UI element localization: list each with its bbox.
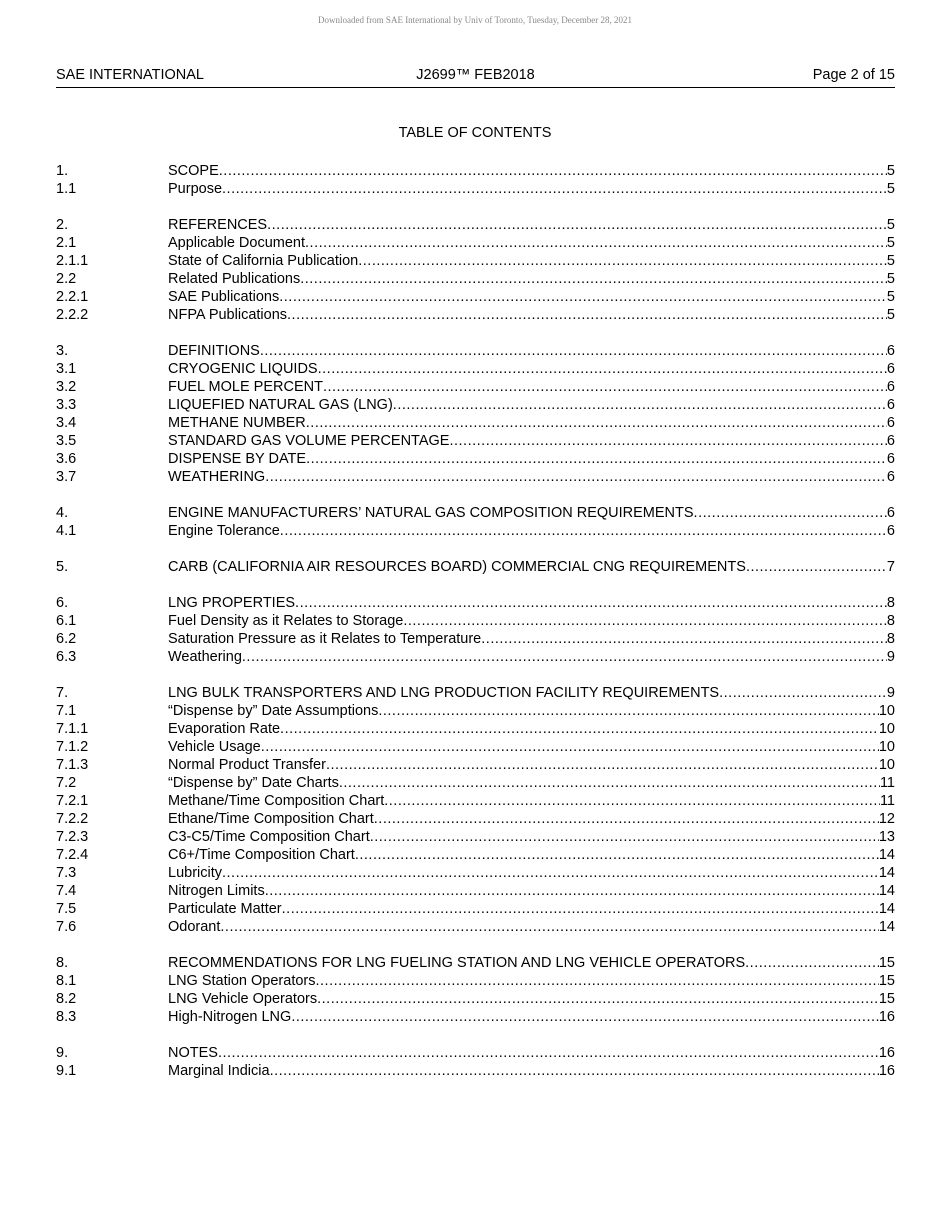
toc-entry-line (168, 234, 895, 252)
toc-page-number: 10 (878, 703, 895, 719)
toc-section-title: C3-C5/Time Composition Chart (168, 829, 370, 845)
toc-entry-line (168, 450, 895, 468)
toc-entry-line (168, 594, 895, 612)
toc-entry-line (168, 990, 895, 1008)
toc-section-title: Purpose (168, 181, 223, 197)
toc-section-number: 6.2 (56, 631, 77, 647)
toc-section-number: 7.2.3 (56, 829, 89, 845)
toc-entry-line (168, 432, 895, 450)
toc-section-title: Applicable Document (168, 235, 306, 251)
toc-page-number: 6 (886, 415, 895, 431)
toc-entry[interactable] (56, 162, 895, 180)
toc-page-number: 6 (886, 469, 895, 485)
toc-dot-leader (306, 414, 887, 432)
toc-page-number: 5 (886, 235, 895, 251)
toc-dot-leader (279, 288, 887, 306)
toc-entry-line (168, 162, 895, 180)
toc-entry-line (168, 522, 895, 540)
toc-section-number: 2.2.2 (56, 307, 89, 323)
toc-section-title: “Dispense by” Date Assumptions (168, 703, 379, 719)
toc-section-title: Evaporation Rate (168, 721, 281, 737)
toc-group-spacer (56, 324, 895, 342)
toc-page-number: 6 (886, 397, 895, 413)
toc-entry-line (168, 882, 895, 900)
toc-section-number: 3.3 (56, 397, 77, 413)
toc-section-title: State of California Publication (168, 253, 359, 269)
toc-entry[interactable] (56, 360, 895, 378)
toc-section-title: RECOMMENDATIONS FOR LNG FUELING STATION AND LNG VEHICLE OPERATORS (168, 955, 746, 971)
toc-section-number: 5. (56, 559, 69, 575)
toc-dot-leader (384, 792, 880, 810)
toc-entry-line (168, 288, 895, 306)
toc-section-title: Particulate Matter (168, 901, 282, 917)
toc-entry[interactable] (56, 558, 895, 576)
toc-section-number: 7.5 (56, 901, 77, 917)
toc-dot-leader (403, 612, 887, 630)
toc-section-title: REFERENCES (168, 217, 268, 233)
toc-section-number: 6.3 (56, 649, 77, 665)
toc-dot-leader (220, 918, 878, 936)
toc-entry-line (168, 414, 895, 432)
toc-section-number: 7.2 (56, 775, 77, 791)
toc-section-title: High-Nitrogen LNG (168, 1009, 292, 1025)
toc-section-title: Fuel Density as it Relates to Storage (168, 613, 404, 629)
toc-entry-line (168, 792, 895, 810)
toc-section-title: DEFINITIONS (168, 343, 260, 359)
toc-section-title: LNG PROPERTIES (168, 595, 296, 611)
toc-entry-line (168, 252, 895, 270)
toc-entry[interactable] (56, 792, 895, 810)
toc-section-title: LNG Station Operators (168, 973, 316, 989)
toc-section-title: LIQUEFIED NATURAL GAS (LNG) (168, 397, 393, 413)
toc-dot-leader (374, 810, 879, 828)
toc-dot-leader (378, 702, 879, 720)
toc-dot-leader (265, 882, 879, 900)
toc-entry-line (168, 378, 895, 396)
toc-section-title: SCOPE (168, 163, 219, 179)
toc-group-spacer (56, 936, 895, 954)
toc-entry-line (168, 846, 895, 864)
toc-entry-line (168, 216, 895, 234)
toc-group-spacer (56, 198, 895, 216)
toc-group-spacer (56, 576, 895, 594)
toc-section-title: Nitrogen Limits (168, 883, 265, 899)
toc-page-number: 14 (878, 847, 895, 863)
toc-page-number: 7 (886, 559, 895, 575)
toc-dot-leader (317, 990, 879, 1008)
toc-dot-leader (280, 720, 879, 738)
toc-entry-line (168, 504, 895, 522)
toc-group-spacer (56, 1026, 895, 1044)
toc-page-number: 6 (886, 505, 895, 521)
toc-page-number: 10 (878, 739, 895, 755)
toc-entry-line (168, 810, 895, 828)
toc-entry[interactable] (56, 216, 895, 234)
toc-entry-line (168, 306, 895, 324)
toc-section-number: 1.1 (56, 181, 77, 197)
toc-dot-leader (355, 846, 879, 864)
toc-page-number: 6 (886, 451, 895, 467)
toc-page-number: 16 (878, 1009, 895, 1025)
toc-entry-line (168, 270, 895, 288)
toc-entry[interactable] (56, 1008, 895, 1026)
toc-section-number: 8. (56, 955, 69, 971)
toc-dot-leader (222, 180, 887, 198)
toc-dot-leader (339, 774, 880, 792)
toc-section-number: 3.1 (56, 361, 77, 377)
toc-entry[interactable] (56, 378, 895, 396)
toc-page-number: 14 (878, 901, 895, 917)
toc-entry[interactable] (56, 522, 895, 540)
toc-section-title: NFPA Publications (168, 307, 288, 323)
toc-dot-leader (282, 900, 879, 918)
toc-dot-leader (287, 306, 887, 324)
toc-section-number: 3. (56, 343, 69, 359)
toc-page-number: 11 (879, 775, 895, 791)
toc-page-number: 5 (886, 163, 895, 179)
toc-dot-leader (719, 684, 887, 702)
toc-entry-line (168, 918, 895, 936)
toc-section-number: 3.5 (56, 433, 77, 449)
toc-section-number: 8.3 (56, 1009, 77, 1025)
toc-entry[interactable] (56, 252, 895, 270)
toc-dot-leader (270, 1062, 879, 1080)
toc-entry-line (168, 558, 895, 576)
toc-dot-leader (218, 1044, 879, 1062)
toc-entry[interactable] (56, 990, 895, 1008)
toc-entry-line (168, 1008, 895, 1026)
toc-dot-leader (222, 864, 879, 882)
toc-dot-leader (746, 558, 887, 576)
toc-section-number: 3.7 (56, 469, 77, 485)
toc-section-number: 2. (56, 217, 69, 233)
toc-page-number: 6 (886, 523, 895, 539)
toc-section-title: SAE Publications (168, 289, 280, 305)
toc-dot-leader (393, 396, 887, 414)
toc-section-title: WEATHERING (168, 469, 266, 485)
toc-page-number: 14 (878, 919, 895, 935)
toc-entry[interactable] (56, 612, 895, 630)
toc-entry[interactable] (56, 288, 895, 306)
toc-entry[interactable] (56, 180, 895, 198)
toc-section-number: 3.4 (56, 415, 77, 431)
toc-group-spacer (56, 666, 895, 684)
toc-entry[interactable] (56, 882, 895, 900)
toc-section-number: 6.1 (56, 613, 77, 629)
toc-dot-leader (694, 504, 887, 522)
toc-entry[interactable] (56, 414, 895, 432)
toc-dot-leader (318, 360, 887, 378)
header-page-number: Page 2 of 15 (812, 67, 895, 83)
toc-section-title: DISPENSE BY DATE (168, 451, 307, 467)
toc-entry[interactable] (56, 864, 895, 882)
toc-dot-leader (300, 270, 887, 288)
toc-dot-leader (370, 828, 879, 846)
toc-section-number: 7.2.4 (56, 847, 89, 863)
toc-entry-line (168, 468, 895, 486)
toc-entry[interactable] (56, 828, 895, 846)
toc-page-number: 15 (878, 973, 895, 989)
toc-section-number: 6. (56, 595, 69, 611)
toc-section-number: 7. (56, 685, 69, 701)
toc-section-title: Marginal Indicia (168, 1063, 270, 1079)
toc-page-number: 5 (886, 271, 895, 287)
toc-page-number: 5 (886, 253, 895, 269)
toc-entry[interactable] (56, 972, 895, 990)
toc-entry-line (168, 864, 895, 882)
toc-page-number: 9 (886, 649, 895, 665)
toc-entry-line (168, 756, 895, 774)
toc-page-number: 6 (886, 433, 895, 449)
toc-dot-leader (265, 468, 887, 486)
toc-entry-line (168, 1044, 895, 1062)
toc-section-number: 7.1.1 (56, 721, 89, 737)
toc-section-number: 7.3 (56, 865, 77, 881)
toc-section-title: C6+/Time Composition Chart (168, 847, 355, 863)
toc-entry[interactable] (56, 954, 895, 972)
toc-entry-line (168, 702, 895, 720)
toc-dot-leader (481, 630, 887, 648)
toc-page-number: 13 (878, 829, 895, 845)
toc-entry-line (168, 342, 895, 360)
toc-section-title: STANDARD GAS VOLUME PERCENTAGE (168, 433, 450, 449)
toc-title: TABLE OF CONTENTS (398, 125, 552, 141)
toc-entry[interactable] (56, 234, 895, 252)
toc-dot-leader (306, 450, 887, 468)
toc-dot-leader (219, 162, 887, 180)
toc-section-number: 7.2.1 (56, 793, 89, 809)
toc-page-number: 5 (886, 217, 895, 233)
toc-dot-leader (280, 522, 887, 540)
toc-page-number: 15 (878, 955, 895, 971)
toc-dot-leader (316, 972, 879, 990)
toc-page-number: 10 (878, 757, 895, 773)
toc-entry-line (168, 396, 895, 414)
toc-entry[interactable] (56, 270, 895, 288)
toc-entry-line (168, 648, 895, 666)
toc-entry[interactable] (56, 810, 895, 828)
toc-page-number: 5 (886, 289, 895, 305)
toc-section-number: 7.1.2 (56, 739, 89, 755)
toc-entry-line (168, 612, 895, 630)
toc-page-number: 8 (886, 595, 895, 611)
toc-entry-line (168, 954, 895, 972)
toc-entry[interactable] (56, 504, 895, 522)
toc-entry-line (168, 738, 895, 756)
toc-page-number: 16 (878, 1045, 895, 1061)
toc-entry[interactable] (56, 342, 895, 360)
toc-entry[interactable] (56, 774, 895, 792)
toc-section-title: LNG Vehicle Operators (168, 991, 318, 1007)
toc-dot-leader (323, 378, 887, 396)
toc-section-title: CRYOGENIC LIQUIDS (168, 361, 318, 377)
toc-page-number: 15 (878, 991, 895, 1007)
toc-section-number: 9. (56, 1045, 69, 1061)
toc-entry[interactable] (56, 702, 895, 720)
toc-entry[interactable] (56, 648, 895, 666)
header-organization: SAE INTERNATIONAL (56, 67, 204, 83)
toc-section-number: 7.6 (56, 919, 77, 935)
toc-entry[interactable] (56, 720, 895, 738)
toc-page-number: 14 (878, 865, 895, 881)
toc-section-number: 2.2 (56, 271, 77, 287)
page-header (56, 67, 895, 88)
toc-entry[interactable] (56, 468, 895, 486)
toc-entry-line (168, 684, 895, 702)
table-of-contents (56, 162, 895, 1080)
toc-page-number: 14 (878, 883, 895, 899)
toc-section-number: 2.1 (56, 235, 77, 251)
toc-entry-line (168, 972, 895, 990)
toc-section-number: 1. (56, 163, 69, 179)
toc-section-title: Vehicle Usage (168, 739, 261, 755)
toc-dot-leader (305, 234, 887, 252)
toc-entry-line (168, 1062, 895, 1080)
toc-section-number: 4.1 (56, 523, 77, 539)
toc-section-title: NOTES (168, 1045, 218, 1061)
toc-page-number: 8 (886, 613, 895, 629)
toc-entry-line (168, 180, 895, 198)
toc-page-number: 8 (886, 631, 895, 647)
toc-entry[interactable] (56, 1044, 895, 1062)
toc-section-number: 8.2 (56, 991, 77, 1007)
toc-page-number: 5 (886, 307, 895, 323)
download-watermark: Downloaded from SAE International by Univ of Toronto, Tuesday, December 28, 2021 (317, 15, 633, 25)
toc-entry[interactable] (56, 918, 895, 936)
toc-entry[interactable] (56, 306, 895, 324)
toc-entry-line (168, 630, 895, 648)
toc-section-title: Odorant (168, 919, 221, 935)
toc-dot-leader (449, 432, 886, 450)
toc-section-title: Methane/Time Composition Chart (168, 793, 385, 809)
toc-entry[interactable] (56, 630, 895, 648)
toc-section-number: 3.2 (56, 379, 77, 395)
toc-section-number: 4. (56, 505, 69, 521)
toc-section-title: Engine Tolerance (168, 523, 280, 539)
toc-entry-line (168, 828, 895, 846)
toc-section-title: LNG BULK TRANSPORTERS AND LNG PRODUCTION FACILITY REQUIREMENTS (168, 685, 720, 701)
toc-entry[interactable] (56, 396, 895, 414)
toc-dot-leader (291, 1008, 879, 1026)
toc-dot-leader (745, 954, 879, 972)
toc-page-number: 12 (878, 811, 895, 827)
toc-dot-leader (295, 594, 887, 612)
toc-section-title: “Dispense by” Date Charts (168, 775, 339, 791)
toc-section-number: 3.6 (56, 451, 77, 467)
toc-dot-leader (260, 342, 887, 360)
toc-page-number: 6 (886, 343, 895, 359)
toc-section-number: 7.4 (56, 883, 77, 899)
toc-section-title: Related Publications (168, 271, 301, 287)
toc-section-title: FUEL MOLE PERCENT (168, 379, 323, 395)
toc-page-number: 6 (886, 361, 895, 377)
toc-page-number: 9 (886, 685, 895, 701)
toc-section-number: 2.1.1 (56, 253, 89, 269)
toc-section-title: ENGINE MANUFACTURERS’ NATURAL GAS COMPOSITION REQUIREMENTS (168, 505, 694, 521)
toc-entry[interactable] (56, 900, 895, 918)
toc-section-title: Weathering (168, 649, 242, 665)
toc-entry-line (168, 360, 895, 378)
toc-dot-leader (326, 756, 879, 774)
toc-dot-leader (242, 648, 887, 666)
toc-page-number: 10 (878, 721, 895, 737)
toc-page-number: 16 (878, 1063, 895, 1079)
toc-entry[interactable] (56, 450, 895, 468)
toc-section-title: Saturation Pressure as it Relates to Temperature (168, 631, 482, 647)
toc-page-number: 5 (886, 181, 895, 197)
toc-entry[interactable] (56, 684, 895, 702)
toc-section-number: 7.2.2 (56, 811, 89, 827)
toc-page-number: 6 (886, 379, 895, 395)
toc-entry[interactable] (56, 432, 895, 450)
toc-entry-line (168, 774, 895, 792)
toc-section-number: 9.1 (56, 1063, 77, 1079)
toc-entry[interactable] (56, 738, 895, 756)
toc-group-spacer (56, 486, 895, 504)
toc-section-title: Ethane/Time Composition Chart (168, 811, 374, 827)
toc-entry-line (168, 900, 895, 918)
toc-entry[interactable] (56, 594, 895, 612)
header-document-id: J2699™ FEB2018 (416, 67, 535, 83)
toc-entry-line (168, 720, 895, 738)
toc-entry[interactable] (56, 1062, 895, 1080)
toc-page-number: 11 (879, 793, 895, 809)
toc-section-title: Lubricity (168, 865, 222, 881)
toc-section-number: 2.2.1 (56, 289, 89, 305)
toc-section-number: 8.1 (56, 973, 77, 989)
toc-entry[interactable] (56, 846, 895, 864)
toc-dot-leader (358, 252, 887, 270)
toc-dot-leader (267, 216, 887, 234)
toc-section-number: 7.1 (56, 703, 77, 719)
toc-group-spacer (56, 540, 895, 558)
toc-section-title: METHANE NUMBER (168, 415, 306, 431)
toc-section-title: CARB (CALIFORNIA AIR RESOURCES BOARD) COMMERCIAL CNG REQUIREMENTS (168, 559, 746, 575)
toc-section-title: Normal Product Transfer (168, 757, 326, 773)
toc-entry[interactable] (56, 756, 895, 774)
toc-dot-leader (261, 738, 879, 756)
toc-section-number: 7.1.3 (56, 757, 89, 773)
